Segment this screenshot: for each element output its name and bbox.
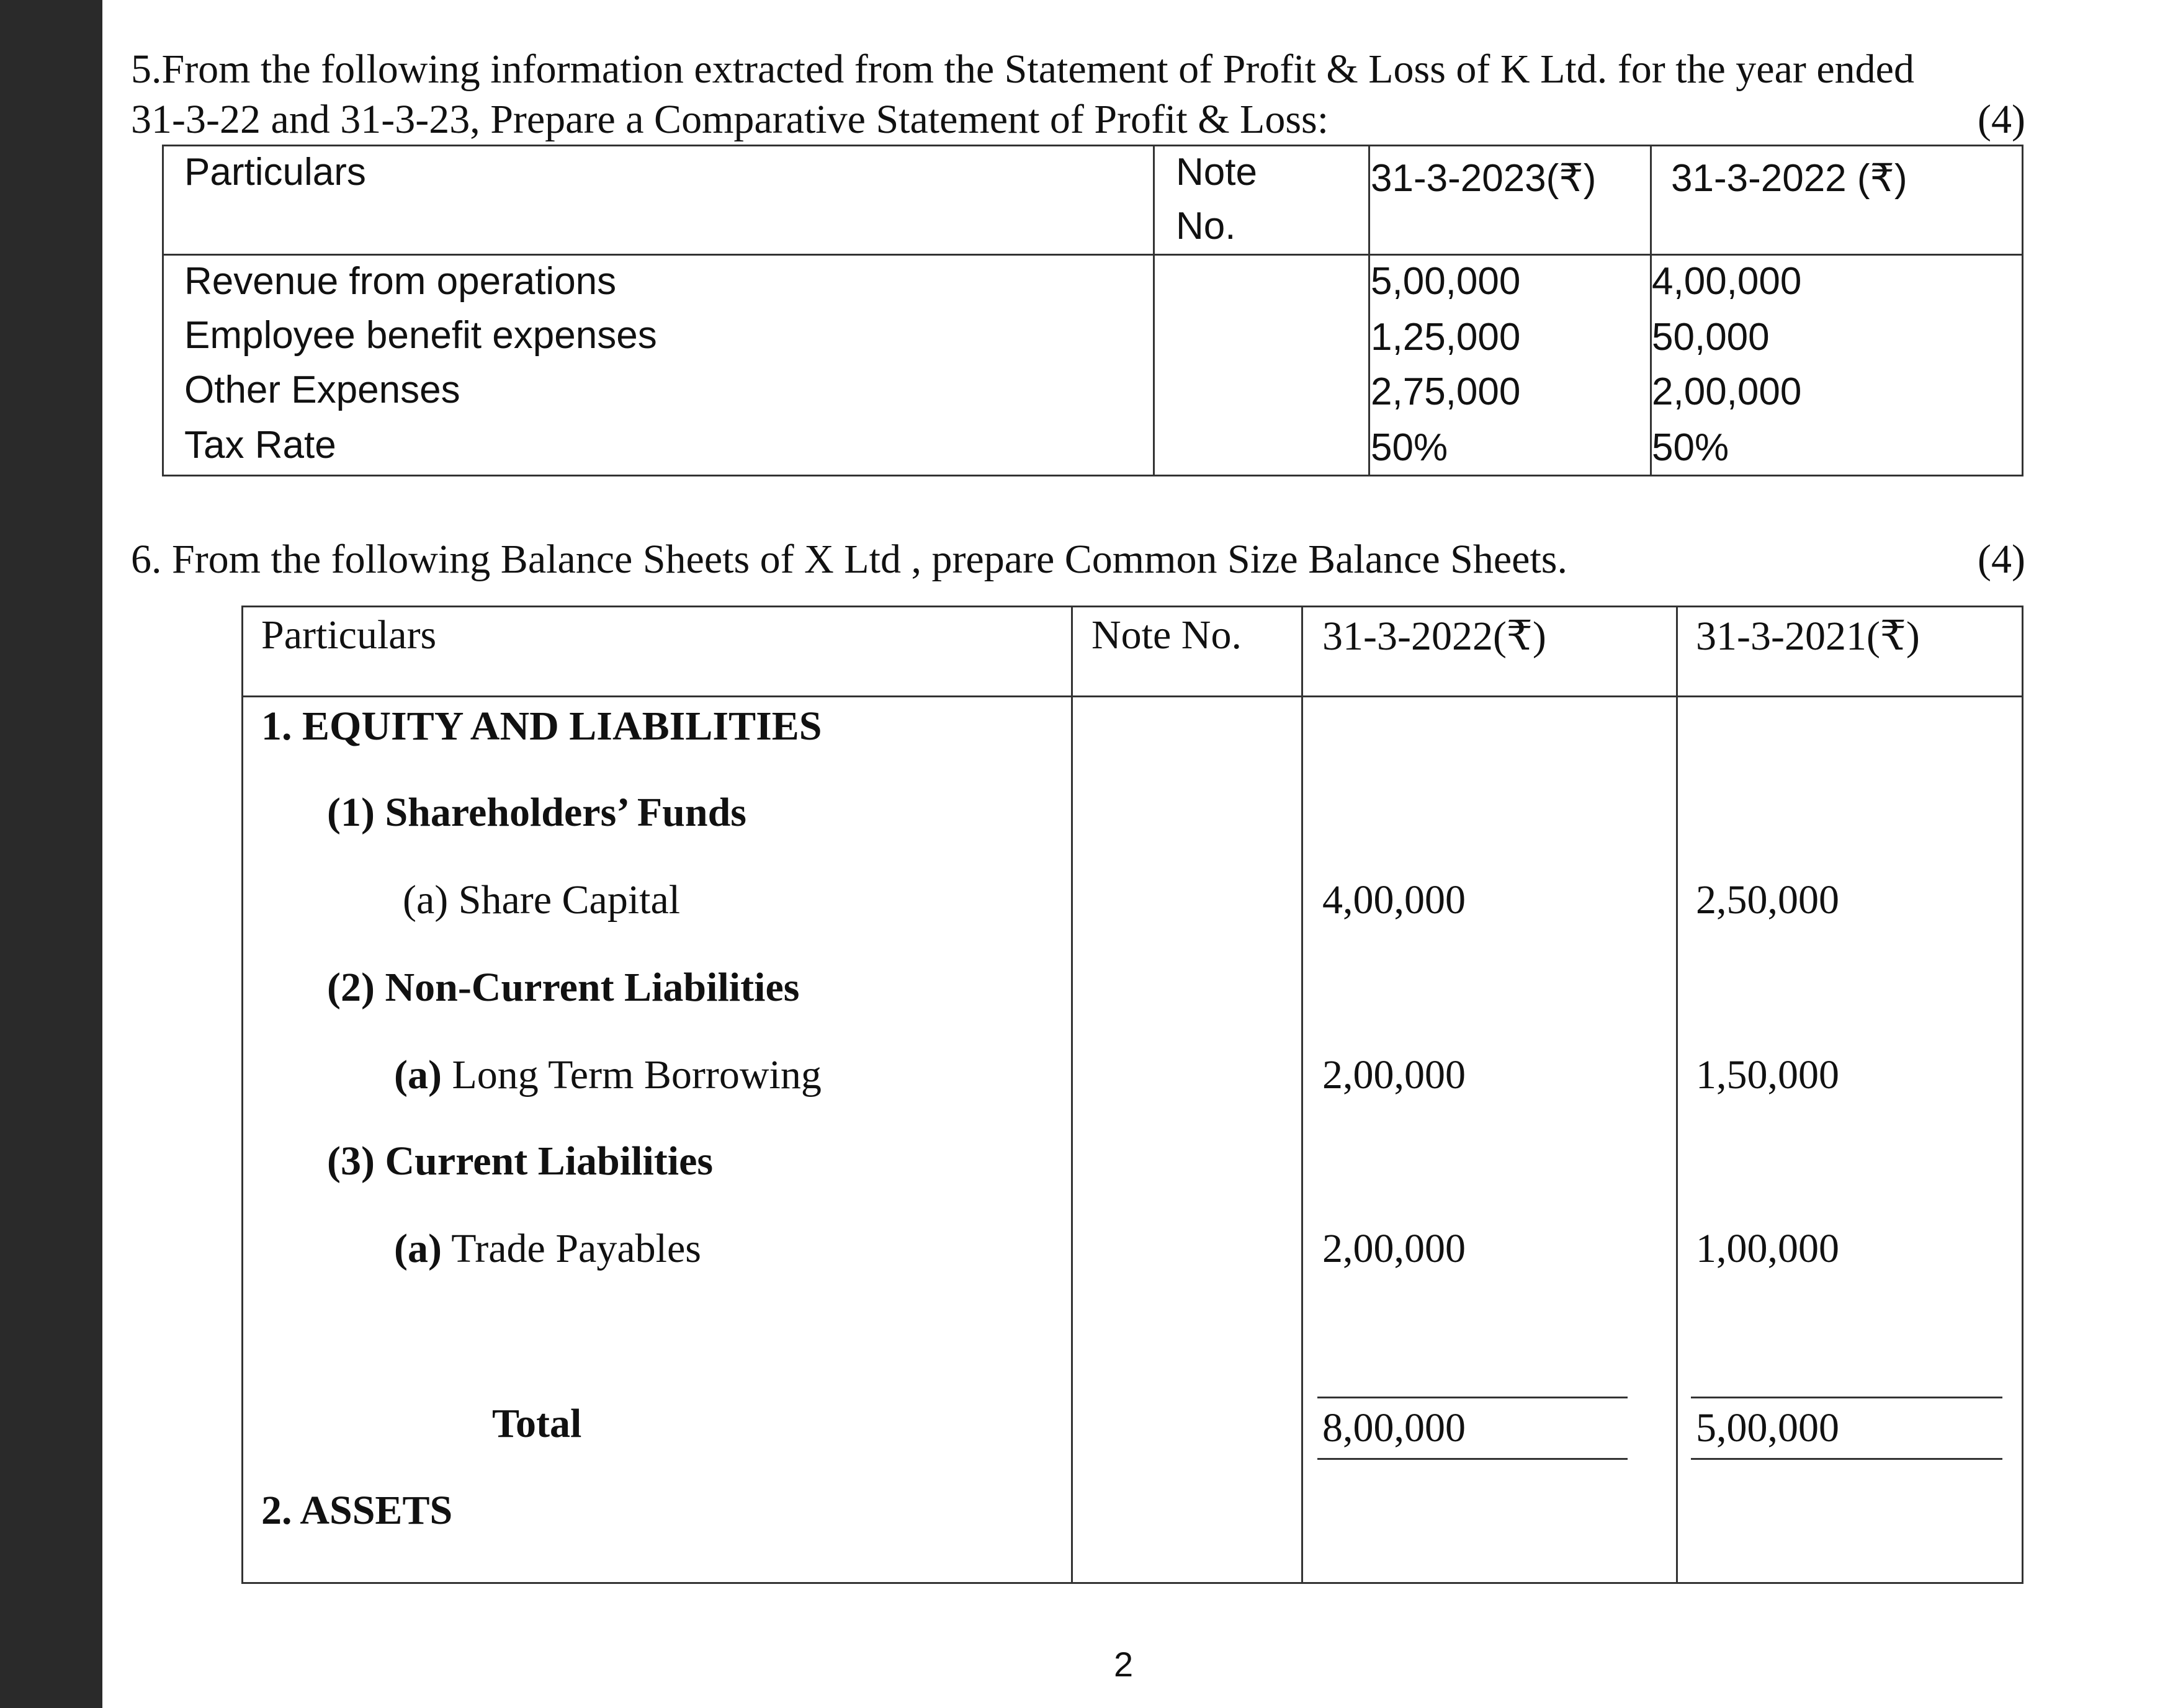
q5-line2: 31-3-22 and 31-3-23, Prepare a Comparative Statement of Profit & Loss: bbox=[131, 97, 1329, 142]
q5-header-2022: 31-3-2022 (₹) bbox=[1671, 157, 1907, 200]
page-number: 2 bbox=[1114, 1645, 1134, 1684]
q5-row-value: 2,75,000 bbox=[1371, 370, 1521, 413]
trade-payables-text: Trade Payables bbox=[441, 1226, 701, 1271]
long-term-borrowing-2022: 2,00,000 bbox=[1322, 1052, 1466, 1098]
long-term-borrowing-2021: 1,50,000 bbox=[1696, 1052, 1839, 1098]
q5-line1: 5.From the following information extracted from the Statement of Profit & Loss of K Ltd. for the year ended bbox=[131, 47, 1914, 92]
share-capital-2021: 2,50,000 bbox=[1696, 877, 1839, 923]
shareholders-funds-heading: (1) Shareholders’ Funds bbox=[327, 790, 746, 835]
q5-row-label: Revenue from operations bbox=[184, 260, 617, 303]
q6-header-2022: 31-3-2022(₹) bbox=[1322, 614, 1546, 659]
q5-row-value: 50,000 bbox=[1652, 316, 1770, 359]
total-rule-top bbox=[1317, 1397, 1628, 1398]
q5-marks: (4) bbox=[1978, 97, 2025, 142]
long-term-borrowing-prefix: (a) bbox=[394, 1052, 442, 1098]
section-equity-liabilities: 1. EQUITY AND LIABILITIES bbox=[261, 704, 822, 749]
q5-row-label: Other Expenses bbox=[184, 369, 460, 411]
non-current-liabilities-heading: (2) Non-Current Liabilities bbox=[327, 965, 800, 1010]
total-2021: 5,00,000 bbox=[1696, 1405, 1839, 1451]
q6-marks: (4) bbox=[1978, 537, 2025, 582]
q6-header-particulars: Particulars bbox=[261, 612, 437, 658]
trade-payables-2022: 2,00,000 bbox=[1322, 1226, 1466, 1271]
q5-row-value: 5,00,000 bbox=[1371, 260, 1521, 303]
long-term-borrowing-label bbox=[394, 1052, 822, 1099]
total-rule-bottom bbox=[1691, 1458, 2002, 1460]
trade-payables-label bbox=[394, 1225, 701, 1272]
share-capital-label: (a) Share Capital bbox=[403, 877, 681, 923]
section-assets: 2. ASSETS bbox=[261, 1488, 453, 1533]
document-page bbox=[102, 0, 2178, 1708]
q5-row-value: 50% bbox=[1652, 426, 1729, 469]
current-liabilities-heading: (3) Current Liabilities bbox=[327, 1138, 714, 1184]
total-2022: 8,00,000 bbox=[1322, 1405, 1466, 1451]
q6-header-note: Note No. bbox=[1091, 612, 1242, 658]
q5-header-2023: 31-3-2023(₹) bbox=[1371, 157, 1597, 200]
total-label: Total bbox=[492, 1401, 582, 1446]
trade-payables-prefix: (a) bbox=[394, 1226, 442, 1271]
long-term-borrowing-text: Long Term Borrowing bbox=[441, 1052, 822, 1098]
q5-row-value: 2,00,000 bbox=[1652, 370, 1802, 413]
q6-header-2021: 31-3-2021(₹) bbox=[1696, 614, 1920, 659]
total-rule-bottom bbox=[1317, 1458, 1628, 1460]
q5-header-note: Note bbox=[1176, 151, 1257, 194]
q5-header-particulars: Particulars bbox=[184, 151, 366, 194]
viewer-left-edge bbox=[0, 0, 102, 1708]
q5-row-label: Employee benefit expenses bbox=[184, 314, 657, 357]
q6-text: 6. From the following Balance Sheets of X Ltd , prepare Common Size Balance Sheets. bbox=[131, 537, 1567, 582]
trade-payables-2021: 1,00,000 bbox=[1696, 1226, 1839, 1271]
total-rule-top bbox=[1691, 1397, 2002, 1398]
q5-row-label: Tax Rate bbox=[184, 424, 336, 467]
share-capital-2022: 4,00,000 bbox=[1322, 877, 1466, 923]
q5-row-value: 1,25,000 bbox=[1371, 316, 1521, 359]
q5-row-value: 4,00,000 bbox=[1652, 260, 1802, 303]
q5-row-value: 50% bbox=[1371, 426, 1448, 469]
q5-header-note-no: No. bbox=[1176, 205, 1236, 248]
